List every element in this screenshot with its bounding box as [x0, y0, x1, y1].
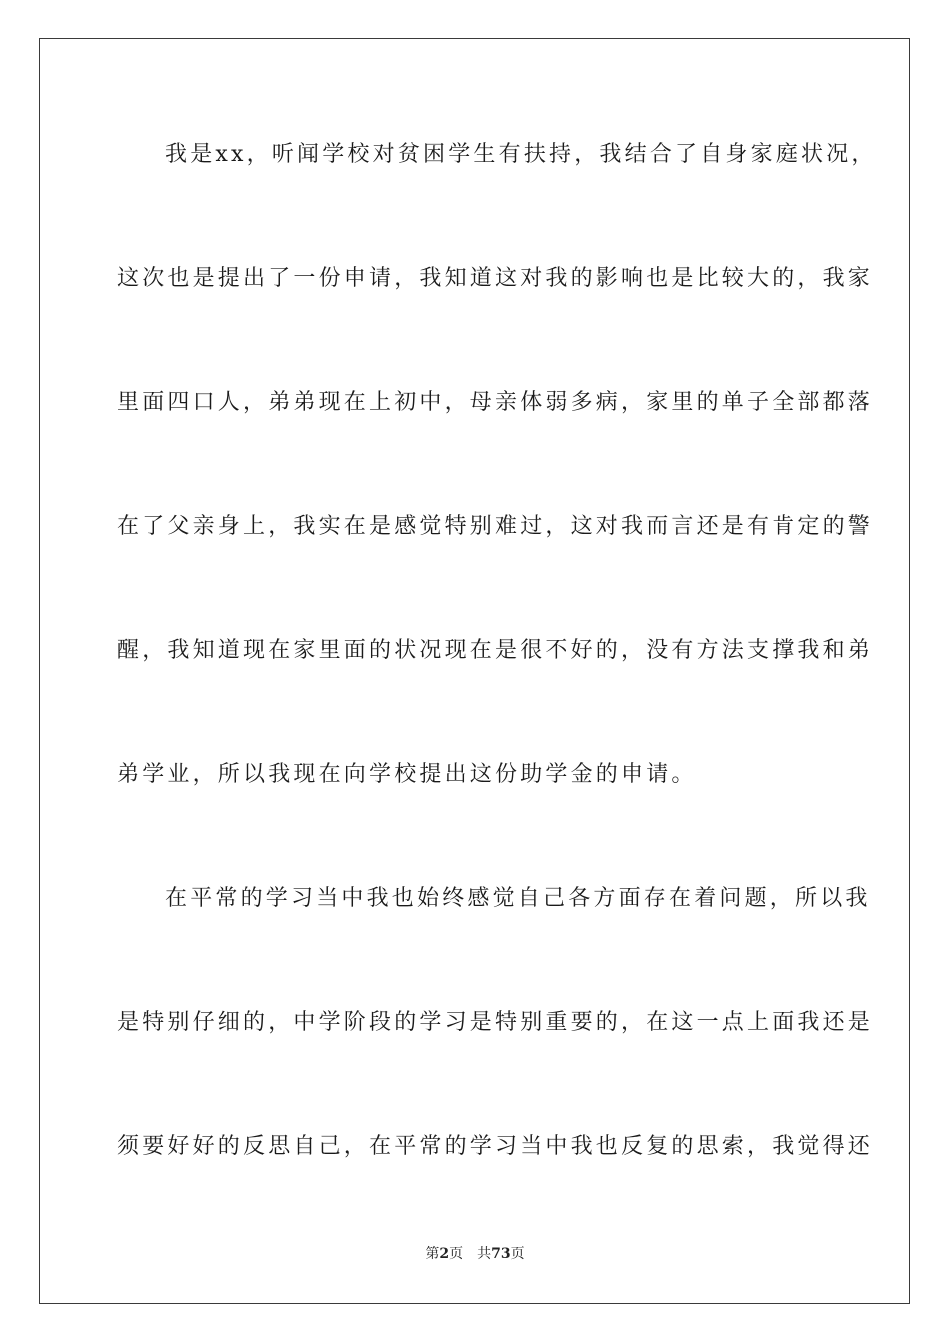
text-line: 弟学业，所以我现在向学校提出这份助学金的申请。 [117, 762, 697, 787]
text-line: 里面四口人，弟弟现在上初中，母亲体弱多病，家里的单子全部都落 [117, 390, 874, 415]
text-line: 在平常的学习当中我也始终感觉自己各方面存在着问题，所以我 [165, 886, 871, 911]
total-pages: 73 [491, 1246, 511, 1262]
total-suffix: 页 [510, 1246, 525, 1262]
text-line: 我是xx，听闻学校对贫困学生有扶持，我结合了自身家庭状况， [165, 142, 877, 167]
page-number: 2 [439, 1246, 450, 1262]
text-line: 醒，我知道现在家里面的状况现在是很不好的，没有方法支撑我和弟 [117, 638, 874, 663]
page-suffix: 页 [449, 1246, 464, 1262]
text-line: 须要好好的反思自己，在平常的学习当中我也反复的思索，我觉得还 [117, 1134, 874, 1159]
page-footer [0, 1244, 950, 1264]
text-line: 是特别仔细的，中学阶段的学习是特别重要的，在这一点上面我还是 [117, 1010, 874, 1035]
text-line: 在了父亲身上，我实在是感觉特别难过，这对我而言还是有肯定的警 [117, 514, 874, 539]
page-prefix: 第 [425, 1246, 440, 1262]
total-prefix: 共 [477, 1246, 492, 1262]
text-line: 这次也是提出了一份申请，我知道这对我的影响也是比较大的，我家 [117, 266, 874, 291]
document-body [117, 124, 877, 1240]
